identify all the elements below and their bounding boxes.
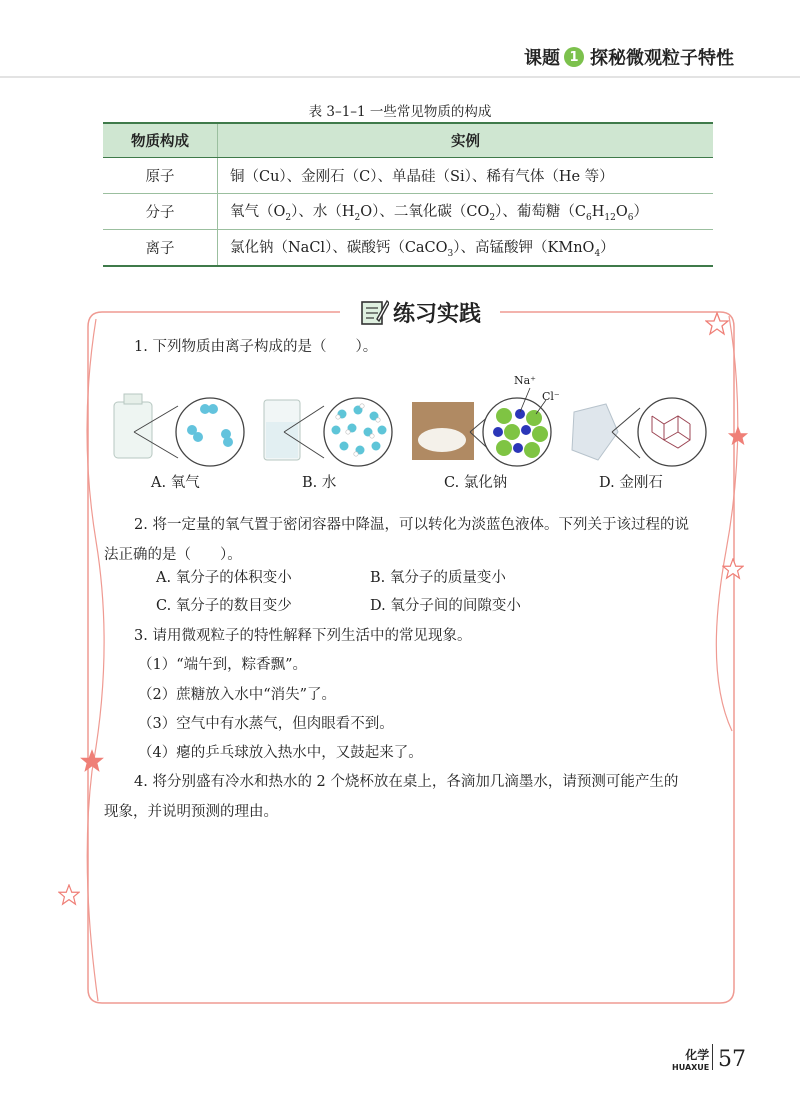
salt-illustration [412, 374, 560, 466]
q1-option-a: A. 氧气 [151, 475, 200, 491]
table-row [103, 194, 713, 230]
table-row [103, 158, 713, 194]
table-header-example: 实例 [218, 123, 714, 158]
q1-option-d: D. 金刚石 [599, 475, 663, 491]
row-type: 离子 [103, 230, 218, 267]
practice-title-text: 练习实践 [392, 301, 481, 327]
question-2: 2. 将一定量的氧气置于密闭容器中降温，可以转化为淡蓝色液体。下列关于该过程的说法正确的是（ ）。 [104, 517, 689, 563]
row-type: 分子 [103, 194, 218, 230]
row-type: 原子 [103, 158, 218, 194]
q3-item: （4）瘪的乒乓球放入热水中，又鼓起来了。 [138, 745, 423, 761]
footer-divider [712, 1044, 713, 1070]
star-filled-icon [727, 425, 749, 447]
q3-item: （2）蔗糖放入水中“消失”了。 [138, 687, 337, 703]
table-caption: 表 3–1–1 一些常见物质的构成 [308, 104, 492, 120]
star-outline-icon [705, 312, 729, 336]
star-outline-icon [58, 884, 80, 906]
oxygen-bottle-illustration [114, 394, 244, 466]
q2-option-a: A. 氧分子的体积变小 [156, 570, 292, 586]
q3-item: （3）空气中有水蒸气，但肉眼看不到。 [138, 716, 394, 732]
star-filled-icon [79, 748, 105, 774]
row-example: 铜（Cu）、金刚石（C）、单晶硅（Si）、稀有气体（He 等） [218, 158, 714, 194]
notepad-pencil-icon [359, 297, 389, 327]
sodium-ion-label: Na⁺ [514, 374, 536, 387]
particle-illustrations [112, 370, 712, 470]
subject-pinyin: HUAXUE [672, 1063, 710, 1072]
q2-option-b: B. 氧分子的质量变小 [370, 570, 506, 586]
practice-title [340, 294, 500, 330]
chapter-header [524, 44, 734, 70]
question-4: 4. 将分别盛有冷水和热水的 2 个烧杯放在桌上，各滴加几滴墨水，请预测可能产生的现象，并说明预测的理由。 [104, 774, 679, 820]
diamond-illustration [572, 398, 706, 466]
subject-label: 化学 [685, 1048, 710, 1062]
chapter-title: 探秘微观粒子特性 [590, 48, 734, 69]
table-header-type: 物质构成 [103, 123, 218, 158]
star-outline-icon [722, 558, 744, 580]
row-example: 氯化钠（NaCl）、碳酸钙（CaCO$_3$）、高锰酸钾（KMnO$_4$） [218, 230, 714, 267]
page-number: 57 [718, 1047, 746, 1072]
topic-label: 课题 [524, 48, 560, 69]
header-rule [0, 76, 800, 78]
table-row [103, 230, 713, 267]
q3-item: （1）“端午到，粽香飘”。 [138, 657, 308, 673]
footer-subject [672, 1046, 709, 1072]
row-example: 氧气$(O_2)$、水$(H_2O)$、二氧化碳$(CO_2)$、葡萄糖$(C_6H_{12}O_6)$ [218, 194, 714, 230]
q2-option-c: C. 氧分子的数目变少 [156, 598, 292, 614]
water-beaker-illustration [264, 398, 392, 466]
topic-number-badge: 1 [564, 47, 584, 67]
q2-option-d: D. 氧分子间的间隙变小 [370, 598, 521, 614]
composition-table [103, 122, 713, 267]
question-3: 3. 请用微观粒子的特性解释下列生活中的常见现象。 [134, 628, 472, 644]
q1-option-c: C. 氯化钠 [444, 475, 508, 491]
chloride-ion-label: Cl⁻ [542, 390, 560, 403]
q1-option-b: B. 水 [302, 475, 337, 491]
question-1: 1. 下列物质由离子构成的是（ ）。 [134, 339, 378, 355]
